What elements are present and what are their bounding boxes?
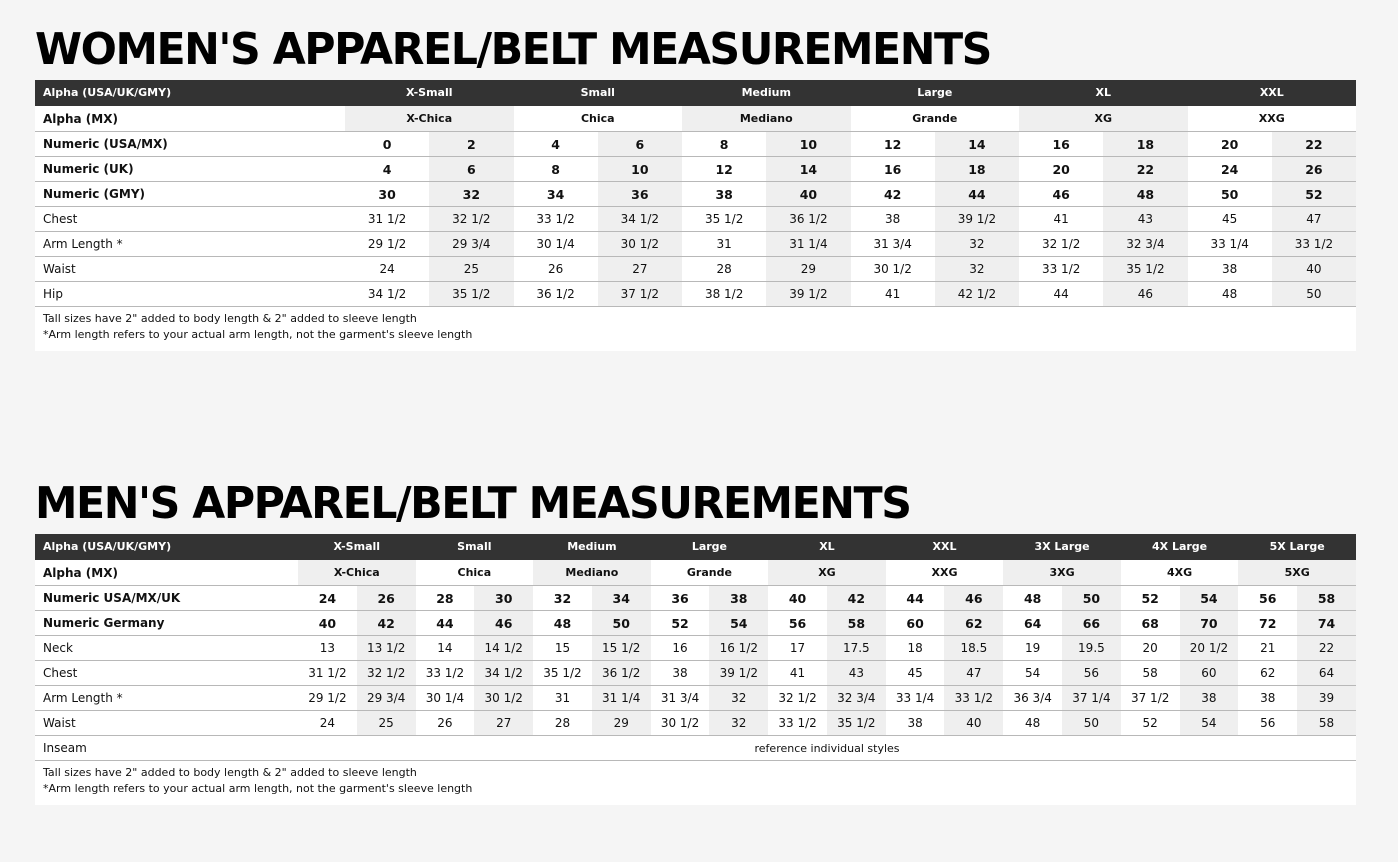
table-row [35, 586, 1356, 611]
table-cell: 32 [935, 257, 1019, 282]
table-cell: 29 3/4 [357, 686, 416, 711]
table-cell: 54 [709, 611, 768, 636]
arm-length-note: *Arm length refers to your actual arm length, not the garment's sleeve length [43, 328, 473, 341]
table-cell: 40 [766, 182, 850, 207]
arm-length-note: *Arm length refers to your actual arm length, not the garment's sleeve length [43, 782, 473, 795]
alpha-mx-cell: Chica [416, 560, 534, 586]
table-cell: 33 1/4 [886, 686, 945, 711]
table-cell: 26 [416, 711, 475, 736]
table-cell: 31 3/4 [651, 686, 710, 711]
table-cell: 38 [886, 711, 945, 736]
table-cell: 32 [429, 182, 513, 207]
table-cell: 42 [827, 586, 886, 611]
row-label: Numeric (UK) [35, 157, 345, 182]
alpha-mx-cell: Grande [651, 560, 769, 586]
table-cell: 29 [766, 257, 850, 282]
table-row [35, 636, 1356, 661]
table-cell: 60 [1180, 661, 1239, 686]
table-cell: 20 [1121, 636, 1180, 661]
table-cell: 20 1/2 [1180, 636, 1239, 661]
table-row [35, 232, 1356, 257]
inseam-row [35, 736, 1356, 761]
table-cell: 38 1/2 [682, 282, 766, 307]
women-section [35, 22, 1356, 351]
table-cell: 38 [682, 182, 766, 207]
table-cell: 27 [598, 257, 682, 282]
table-cell: 30 [345, 182, 429, 207]
table-cell: 35 1/2 [533, 661, 592, 686]
table-cell: 4 [514, 132, 598, 157]
table-cell: 44 [416, 611, 475, 636]
table-cell: 36 3/4 [1003, 686, 1062, 711]
table-cell: 56 [1238, 586, 1297, 611]
table-cell: 46 [1019, 182, 1103, 207]
table-cell: 26 [1272, 157, 1356, 182]
table-cell: 20 [1188, 132, 1272, 157]
table-cell: 37 1/2 [598, 282, 682, 307]
table-cell: 42 1/2 [935, 282, 1019, 307]
table-cell: 22 [1103, 157, 1187, 182]
table-cell: 62 [944, 611, 1003, 636]
table-cell: 12 [851, 132, 935, 157]
row-label: Numeric Germany [35, 611, 298, 636]
table-cell: 22 [1272, 132, 1356, 157]
table-cell: 19.5 [1062, 636, 1121, 661]
table-cell: 24 [345, 257, 429, 282]
table-cell: 38 [1188, 257, 1272, 282]
row-label: Waist [35, 711, 298, 736]
table-cell: 30 [474, 586, 533, 611]
table-cell: 32 [709, 686, 768, 711]
table-cell: 44 [886, 586, 945, 611]
table-cell: 0 [345, 132, 429, 157]
alpha-mx-cell: XXG [1188, 106, 1357, 132]
size-header: Large [851, 80, 1020, 106]
table-cell: 47 [944, 661, 1003, 686]
table-cell: 62 [1238, 661, 1297, 686]
table-cell: 16 [1019, 132, 1103, 157]
table-cell: 28 [533, 711, 592, 736]
table-cell: 35 1/2 [682, 207, 766, 232]
table-row [35, 182, 1356, 207]
alpha-mx-row [35, 106, 1356, 132]
table-cell: 35 1/2 [429, 282, 513, 307]
table-cell: 33 1/4 [1188, 232, 1272, 257]
table-cell: 6 [429, 157, 513, 182]
size-header-row [35, 534, 1356, 560]
table-cell: 52 [1121, 711, 1180, 736]
table-cell: 12 [682, 157, 766, 182]
size-header: XXL [1188, 80, 1357, 106]
table-cell: 29 1/2 [298, 686, 357, 711]
table-cell: 56 [768, 611, 827, 636]
table-cell: 47 [1272, 207, 1356, 232]
table-cell: 15 1/2 [592, 636, 651, 661]
table-cell: 32 [533, 586, 592, 611]
table-cell: 24 [298, 586, 357, 611]
table-cell: 17 [768, 636, 827, 661]
table-cell: 50 [1062, 586, 1121, 611]
women-notes [35, 307, 1356, 351]
table-cell: 34 1/2 [598, 207, 682, 232]
inseam-value: reference individual styles [298, 736, 1356, 761]
table-cell: 30 1/2 [651, 711, 710, 736]
table-cell: 34 [514, 182, 598, 207]
size-header: Medium [533, 534, 651, 560]
table-cell: 32 3/4 [827, 686, 886, 711]
table-cell: 14 [935, 132, 1019, 157]
table-cell: 39 1/2 [935, 207, 1019, 232]
size-header: Small [514, 80, 683, 106]
table-row [35, 611, 1356, 636]
table-cell: 37 1/2 [1121, 686, 1180, 711]
table-cell: 66 [1062, 611, 1121, 636]
table-row [35, 132, 1356, 157]
table-cell: 31 1/4 [766, 232, 850, 257]
men-section [35, 476, 1356, 805]
table-cell: 50 [1188, 182, 1272, 207]
alpha-mx-cell: XG [768, 560, 886, 586]
table-cell: 32 [709, 711, 768, 736]
table-cell: 45 [1188, 207, 1272, 232]
table-cell: 42 [357, 611, 416, 636]
size-header: XL [1019, 80, 1188, 106]
alpha-mx-cell: 5XG [1238, 560, 1356, 586]
table-cell: 14 [766, 157, 850, 182]
table-cell: 52 [651, 611, 710, 636]
tall-sizes-note: Tall sizes have 2" added to body length & 2" added to sleeve length [43, 766, 417, 779]
men-size-table [35, 534, 1356, 761]
table-cell: 33 1/2 [416, 661, 475, 686]
table-cell: 18.5 [944, 636, 1003, 661]
table-cell: 43 [827, 661, 886, 686]
table-cell: 16 [851, 157, 935, 182]
table-cell: 32 1/2 [357, 661, 416, 686]
size-header: Medium [682, 80, 851, 106]
row-label: Alpha (MX) [35, 106, 345, 132]
table-cell: 28 [416, 586, 475, 611]
alpha-mx-cell: Mediano [682, 106, 851, 132]
size-header: XL [768, 534, 886, 560]
table-cell: 30 1/2 [474, 686, 533, 711]
table-cell: 10 [598, 157, 682, 182]
table-cell: 38 [651, 661, 710, 686]
table-cell: 52 [1121, 586, 1180, 611]
table-cell: 48 [1103, 182, 1187, 207]
alpha-mx-cell: XXG [886, 560, 1004, 586]
table-row [35, 257, 1356, 282]
table-cell: 10 [766, 132, 850, 157]
table-cell: 40 [944, 711, 1003, 736]
table-cell: 40 [768, 586, 827, 611]
table-cell: 17.5 [827, 636, 886, 661]
table-cell: 56 [1238, 711, 1297, 736]
size-header: 4X Large [1121, 534, 1239, 560]
table-cell: 42 [851, 182, 935, 207]
table-cell: 30 1/4 [416, 686, 475, 711]
row-label: Alpha (MX) [35, 560, 298, 586]
table-cell: 39 [1297, 686, 1356, 711]
table-cell: 33 1/2 [514, 207, 598, 232]
alpha-mx-cell: Chica [514, 106, 683, 132]
alpha-mx-cell: 4XG [1121, 560, 1239, 586]
table-row [35, 711, 1356, 736]
alpha-mx-cell: 3XG [1003, 560, 1121, 586]
table-cell: 50 [1062, 711, 1121, 736]
table-cell: 40 [298, 611, 357, 636]
table-cell: 30 1/2 [598, 232, 682, 257]
table-cell: 13 1/2 [357, 636, 416, 661]
women-title: WOMEN'S APPAREL/BELT MEASUREMENTS [35, 24, 991, 75]
table-cell: 32 1/2 [1019, 232, 1103, 257]
table-cell: 44 [935, 182, 1019, 207]
table-cell: 56 [1062, 661, 1121, 686]
table-cell: 29 [592, 711, 651, 736]
table-cell: 36 [651, 586, 710, 611]
table-cell: 45 [886, 661, 945, 686]
table-cell: 68 [1121, 611, 1180, 636]
table-cell: 40 [1272, 257, 1356, 282]
table-cell: 16 [651, 636, 710, 661]
alpha-mx-cell: X-Chica [345, 106, 514, 132]
table-cell: 46 [474, 611, 533, 636]
table-cell: 41 [1019, 207, 1103, 232]
table-cell: 20 [1019, 157, 1103, 182]
table-cell: 32 [935, 232, 1019, 257]
table-cell: 22 [1297, 636, 1356, 661]
table-cell: 36 1/2 [592, 661, 651, 686]
table-cell: 18 [935, 157, 1019, 182]
table-cell: 64 [1003, 611, 1062, 636]
alpha-mx-row [35, 560, 1356, 586]
table-cell: 46 [944, 586, 1003, 611]
table-cell: 72 [1238, 611, 1297, 636]
table-cell: 29 1/2 [345, 232, 429, 257]
table-cell: 31 1/2 [298, 661, 357, 686]
table-cell: 13 [298, 636, 357, 661]
size-header: 5X Large [1238, 534, 1356, 560]
table-cell: 39 1/2 [709, 661, 768, 686]
table-cell: 14 [416, 636, 475, 661]
table-cell: 24 [298, 711, 357, 736]
table-cell: 21 [1238, 636, 1297, 661]
table-row [35, 686, 1356, 711]
table-cell: 38 [1238, 686, 1297, 711]
table-cell: 34 1/2 [345, 282, 429, 307]
men-size-chart [35, 534, 1356, 805]
table-cell: 33 1/2 [768, 711, 827, 736]
table-cell: 33 1/2 [1019, 257, 1103, 282]
table-cell: 25 [357, 711, 416, 736]
row-label: Alpha (USA/UK/GMY) [35, 80, 345, 106]
size-header-row [35, 80, 1356, 106]
row-label: Waist [35, 257, 345, 282]
alpha-mx-cell: Grande [851, 106, 1020, 132]
table-cell: 54 [1180, 586, 1239, 611]
table-cell: 35 1/2 [1103, 257, 1187, 282]
table-cell: 19 [1003, 636, 1062, 661]
table-cell: 50 [1272, 282, 1356, 307]
table-cell: 32 3/4 [1103, 232, 1187, 257]
table-cell: 44 [1019, 282, 1103, 307]
table-cell: 31 1/2 [345, 207, 429, 232]
table-cell: 30 1/4 [514, 232, 598, 257]
alpha-mx-cell: XG [1019, 106, 1188, 132]
table-cell: 24 [1188, 157, 1272, 182]
table-cell: 25 [429, 257, 513, 282]
size-header: X-Small [345, 80, 514, 106]
women-size-table [35, 80, 1356, 307]
row-label: Hip [35, 282, 345, 307]
table-cell: 35 1/2 [827, 711, 886, 736]
table-cell: 29 3/4 [429, 232, 513, 257]
women-size-chart [35, 80, 1356, 351]
table-cell: 46 [1103, 282, 1187, 307]
table-cell: 43 [1103, 207, 1187, 232]
table-cell: 31 [682, 232, 766, 257]
table-cell: 58 [1121, 661, 1180, 686]
table-cell: 4 [345, 157, 429, 182]
row-label: Chest [35, 661, 298, 686]
table-cell: 54 [1003, 661, 1062, 686]
table-row [35, 282, 1356, 307]
table-cell: 8 [514, 157, 598, 182]
table-cell: 33 1/2 [944, 686, 1003, 711]
table-cell: 74 [1297, 611, 1356, 636]
alpha-mx-cell: Mediano [533, 560, 651, 586]
table-cell: 36 1/2 [514, 282, 598, 307]
table-cell: 6 [598, 132, 682, 157]
table-cell: 48 [533, 611, 592, 636]
table-cell: 54 [1180, 711, 1239, 736]
table-cell: 31 1/4 [592, 686, 651, 711]
table-cell: 38 [1180, 686, 1239, 711]
table-cell: 37 1/4 [1062, 686, 1121, 711]
table-cell: 36 1/2 [766, 207, 850, 232]
table-cell: 41 [768, 661, 827, 686]
row-label: Neck [35, 636, 298, 661]
size-header: Small [416, 534, 534, 560]
table-cell: 8 [682, 132, 766, 157]
table-cell: 28 [682, 257, 766, 282]
table-cell: 2 [429, 132, 513, 157]
size-header: XXL [886, 534, 1004, 560]
table-cell: 33 1/2 [1272, 232, 1356, 257]
table-row [35, 207, 1356, 232]
table-cell: 39 1/2 [766, 282, 850, 307]
size-header: X-Small [298, 534, 416, 560]
table-cell: 26 [514, 257, 598, 282]
tall-sizes-note: Tall sizes have 2" added to body length & 2" added to sleeve length [43, 312, 417, 325]
table-cell: 58 [1297, 711, 1356, 736]
table-cell: 58 [1297, 586, 1356, 611]
table-cell: 48 [1003, 586, 1062, 611]
row-label: Numeric (GMY) [35, 182, 345, 207]
table-cell: 41 [851, 282, 935, 307]
table-cell: 64 [1297, 661, 1356, 686]
table-cell: 31 3/4 [851, 232, 935, 257]
row-label: Inseam [35, 736, 298, 761]
table-row [35, 157, 1356, 182]
table-cell: 38 [851, 207, 935, 232]
table-cell: 34 [592, 586, 651, 611]
alpha-mx-cell: X-Chica [298, 560, 416, 586]
table-cell: 50 [592, 611, 651, 636]
table-row [35, 661, 1356, 686]
men-title: MEN'S APPAREL/BELT MEASUREMENTS [35, 478, 911, 529]
table-cell: 48 [1188, 282, 1272, 307]
table-cell: 26 [357, 586, 416, 611]
table-cell: 60 [886, 611, 945, 636]
table-cell: 70 [1180, 611, 1239, 636]
row-label: Numeric USA/MX/UK [35, 586, 298, 611]
table-cell: 18 [886, 636, 945, 661]
table-cell: 18 [1103, 132, 1187, 157]
table-cell: 48 [1003, 711, 1062, 736]
row-label: Arm Length * [35, 686, 298, 711]
table-cell: 14 1/2 [474, 636, 533, 661]
table-cell: 31 [533, 686, 592, 711]
row-label: Alpha (USA/UK/GMY) [35, 534, 298, 560]
size-header: Large [651, 534, 769, 560]
men-notes [35, 761, 1356, 805]
size-header: 3X Large [1003, 534, 1121, 560]
table-cell: 34 1/2 [474, 661, 533, 686]
table-cell: 58 [827, 611, 886, 636]
table-cell: 27 [474, 711, 533, 736]
table-cell: 52 [1272, 182, 1356, 207]
row-label: Arm Length * [35, 232, 345, 257]
table-cell: 15 [533, 636, 592, 661]
table-cell: 32 1/2 [768, 686, 827, 711]
row-label: Chest [35, 207, 345, 232]
table-cell: 36 [598, 182, 682, 207]
table-cell: 30 1/2 [851, 257, 935, 282]
table-cell: 38 [709, 586, 768, 611]
table-cell: 16 1/2 [709, 636, 768, 661]
row-label: Numeric (USA/MX) [35, 132, 345, 157]
table-cell: 32 1/2 [429, 207, 513, 232]
